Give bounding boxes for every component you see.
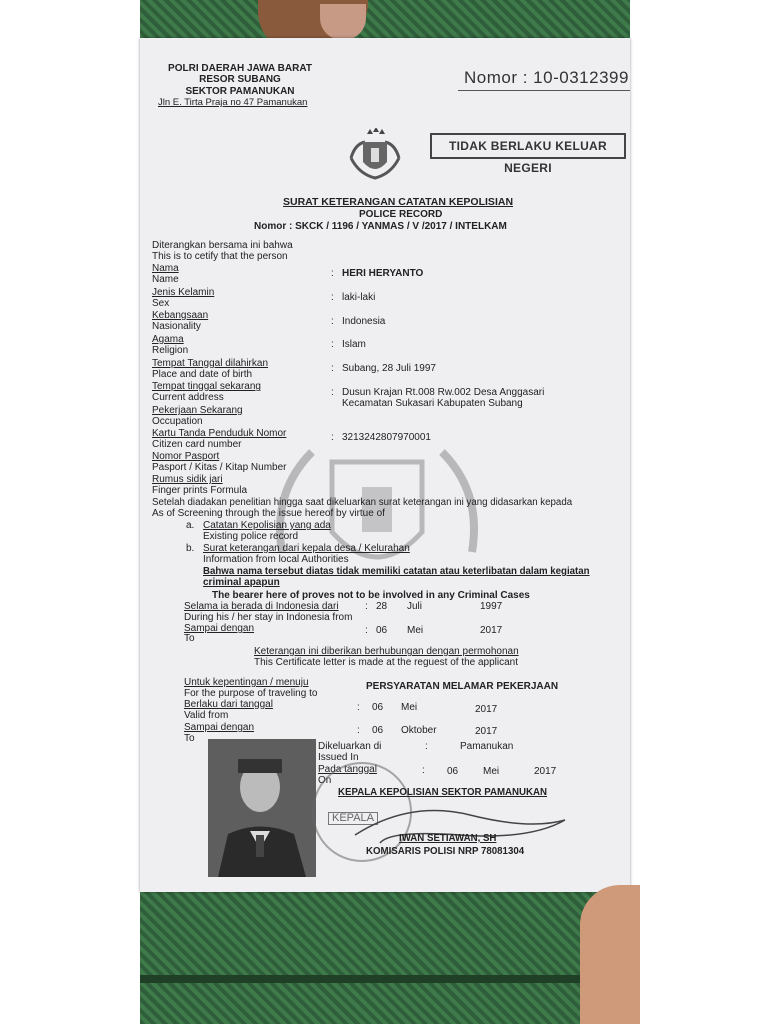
- screening-a-en: Existing police record: [203, 531, 299, 542]
- field-colon: :: [331, 268, 334, 279]
- field-label-id: Nomor Pasport: [152, 451, 220, 462]
- field-label-id: Pekerjaan Sekarang: [152, 405, 243, 416]
- screening-a-label: a.: [186, 520, 195, 531]
- field-label-en: Pasport / Kitas / Kitap Number: [152, 462, 287, 473]
- field-label-en: Religion: [152, 345, 189, 356]
- stamp-label: KEPALA: [328, 812, 378, 825]
- issued-on-en: On: [318, 775, 332, 786]
- stay-from-day: 28: [376, 601, 388, 612]
- field-value-id-number: 3213242807970001: [342, 432, 431, 443]
- screening-b-en: Information from local Authorities: [203, 554, 349, 565]
- field-value-address-line2: Kecamatan Sukasari Kabupaten Subang: [342, 398, 523, 409]
- issued-in-value: Pamanukan: [460, 741, 514, 752]
- screening-b-label: b.: [186, 543, 195, 554]
- stay-from-en: During his / her stay in Indonesia from: [184, 612, 353, 623]
- background-right: [630, 0, 768, 1024]
- floor-tile-bottom: [140, 890, 630, 1024]
- valid-from-year: 2017: [475, 704, 498, 715]
- valid-to-month: Oktober: [401, 725, 437, 736]
- header-line-2: RESOR SUBANG: [199, 74, 281, 85]
- screening-line-2: As of Screening through the issue hereof by virtue of: [152, 508, 385, 519]
- validity-stamp-text: TIDAK BERLAKU KELUAR NEGERI: [449, 139, 607, 175]
- field-colon: :: [425, 741, 428, 752]
- statement-en: The bearer here of proves not to be involved in any Criminal Cases: [212, 590, 530, 601]
- tile-groove: [140, 975, 630, 983]
- statement-id-1: Bahwa nama tersebut diatas tidak memiliki catatan atau keterlibatan dalam kegiatan: [203, 566, 590, 577]
- field-label-id: Jenis Kelamin: [152, 287, 215, 298]
- field-colon: :: [365, 601, 368, 612]
- reference-number: Nomor : SKCK / 1196 / YANMAS / V /2017 / INTELKAM: [254, 221, 507, 232]
- signer-rank: KOMISARIS POLISI NRP 78081304: [366, 846, 525, 857]
- screening-line-1: Setelah diadakan penelitian hingga saat dikeluarkan surat keterangan ini yang didasarkan kepada: [152, 497, 573, 508]
- field-colon: :: [365, 625, 368, 636]
- intro-id: Diterangkan bersama ini bahwa: [152, 240, 293, 251]
- intro-en: This is to cetify that the person: [152, 251, 288, 262]
- field-colon: :: [331, 387, 334, 398]
- header-line-3: SEKTOR PAMANUKAN: [185, 86, 295, 97]
- issued-in-id: Dikeluarkan di: [318, 741, 382, 752]
- hand-bottom: [580, 885, 640, 1024]
- valid-to-day: 06: [372, 725, 384, 736]
- field-label-id: Rumus sidik jari: [152, 474, 223, 485]
- field-value-religion: Islam: [342, 339, 366, 350]
- field-colon: :: [357, 702, 360, 713]
- applicant-photo: [208, 739, 316, 877]
- valid-to-id: Sampai dengan: [184, 722, 255, 733]
- issued-on-month: Mei: [483, 766, 500, 777]
- stay-to-year: 2017: [480, 625, 503, 636]
- purpose-id: Untuk kepentingan / menuju: [184, 677, 309, 688]
- field-label-en: Occupation: [152, 416, 203, 427]
- valid-from-day: 06: [372, 702, 384, 713]
- valid-to-en: To: [184, 733, 195, 744]
- purpose-en: For the purpose of traveling to: [184, 688, 318, 699]
- field-value-name: HERI HERYANTO: [342, 268, 424, 279]
- valid-from-en: Valid from: [184, 710, 229, 721]
- field-colon: :: [331, 292, 334, 303]
- document-number: Nomor : 10-0312399: [464, 68, 629, 87]
- field-colon: :: [331, 339, 334, 350]
- stay-to-month: Mei: [407, 625, 424, 636]
- stay-to-id: Sampai dengan: [184, 623, 255, 634]
- field-label-id: Kebangsaan: [152, 310, 209, 321]
- signing-office: KEPALA KEPOLISIAN SEKTOR PAMANUKAN: [338, 787, 548, 798]
- field-colon: :: [357, 725, 360, 736]
- document-subtitle: POLICE RECORD: [359, 209, 443, 220]
- purpose-value: PERSYARATAN MELAMAR PEKERJAAN: [366, 681, 559, 692]
- field-colon: :: [422, 765, 425, 776]
- field-label-en: Place and date of birth: [152, 369, 253, 380]
- request-en: This Certificate letter is made at the reguest of the applicant: [254, 657, 519, 668]
- field-label-en: Citizen card number: [152, 439, 242, 450]
- field-label-en: Finger prints Formula: [152, 485, 248, 496]
- police-emblem-icon: [345, 128, 405, 184]
- field-colon: :: [331, 432, 334, 443]
- field-label-id: Tempat tinggal sekarang: [152, 381, 261, 392]
- document-title: SURAT KETERANGAN CATATAN KEPOLISIAN: [283, 196, 514, 208]
- issued-on-id: Pada tanggal: [318, 764, 377, 775]
- stay-to-day: 06: [376, 625, 388, 636]
- document-number-underline: [458, 90, 630, 91]
- screening-b-id: Surat keterangan dari kepala desa / Kelurahan: [203, 543, 410, 554]
- stay-to-en: To: [184, 633, 195, 644]
- valid-from-month: Mei: [401, 702, 418, 713]
- issued-on-day: 06: [447, 766, 459, 777]
- field-label-en: Current address: [152, 392, 224, 403]
- field-label-en: Nasionality: [152, 321, 201, 332]
- field-label-id: Tempat Tanggal dilahirkan: [152, 358, 269, 369]
- stay-from-id: Selama ia berada di Indonesia dari: [184, 601, 339, 612]
- statement-id-2: criminal apapun: [203, 577, 280, 588]
- signer-name: IWAN SETIAWAN, SH: [399, 833, 497, 844]
- field-label-id: Nama: [152, 263, 179, 274]
- valid-from-id: Berlaku dari tanggal: [184, 699, 273, 710]
- field-colon: :: [331, 316, 334, 327]
- field-value-nationality: Indonesia: [342, 316, 386, 327]
- background-left: [0, 0, 142, 1024]
- screening-a-id: Catatan Kepolisian yang ada: [203, 520, 331, 531]
- field-value-address: Dusun Krajan Rt.008 Rw.002 Desa Anggasari: [342, 387, 545, 398]
- stay-from-year: 1997: [480, 601, 503, 612]
- field-label-id: Kartu Tanda Penduduk Nomor: [152, 428, 287, 439]
- field-value-birth: Subang, 28 Juli 1997: [342, 363, 436, 374]
- field-value-sex: laki-laki: [342, 292, 376, 303]
- validity-stamp: [430, 133, 626, 175]
- field-label-id: Agama: [152, 334, 184, 345]
- header-line-1: POLRI DAERAH JAWA BARAT: [168, 63, 312, 74]
- request-id: Keterangan ini diberikan berhubungan dengan permohonan: [254, 646, 519, 657]
- stay-from-month: Juli: [407, 601, 423, 612]
- field-label-en: Sex: [152, 298, 170, 309]
- issued-in-en: Issued In: [318, 752, 359, 763]
- field-label-en: Name: [152, 274, 179, 285]
- valid-to-year: 2017: [475, 726, 498, 737]
- issued-on-year: 2017: [534, 766, 557, 777]
- header-address: Jln E. Tirta Praja no 47 Pamanukan: [158, 97, 308, 108]
- field-colon: :: [331, 363, 334, 374]
